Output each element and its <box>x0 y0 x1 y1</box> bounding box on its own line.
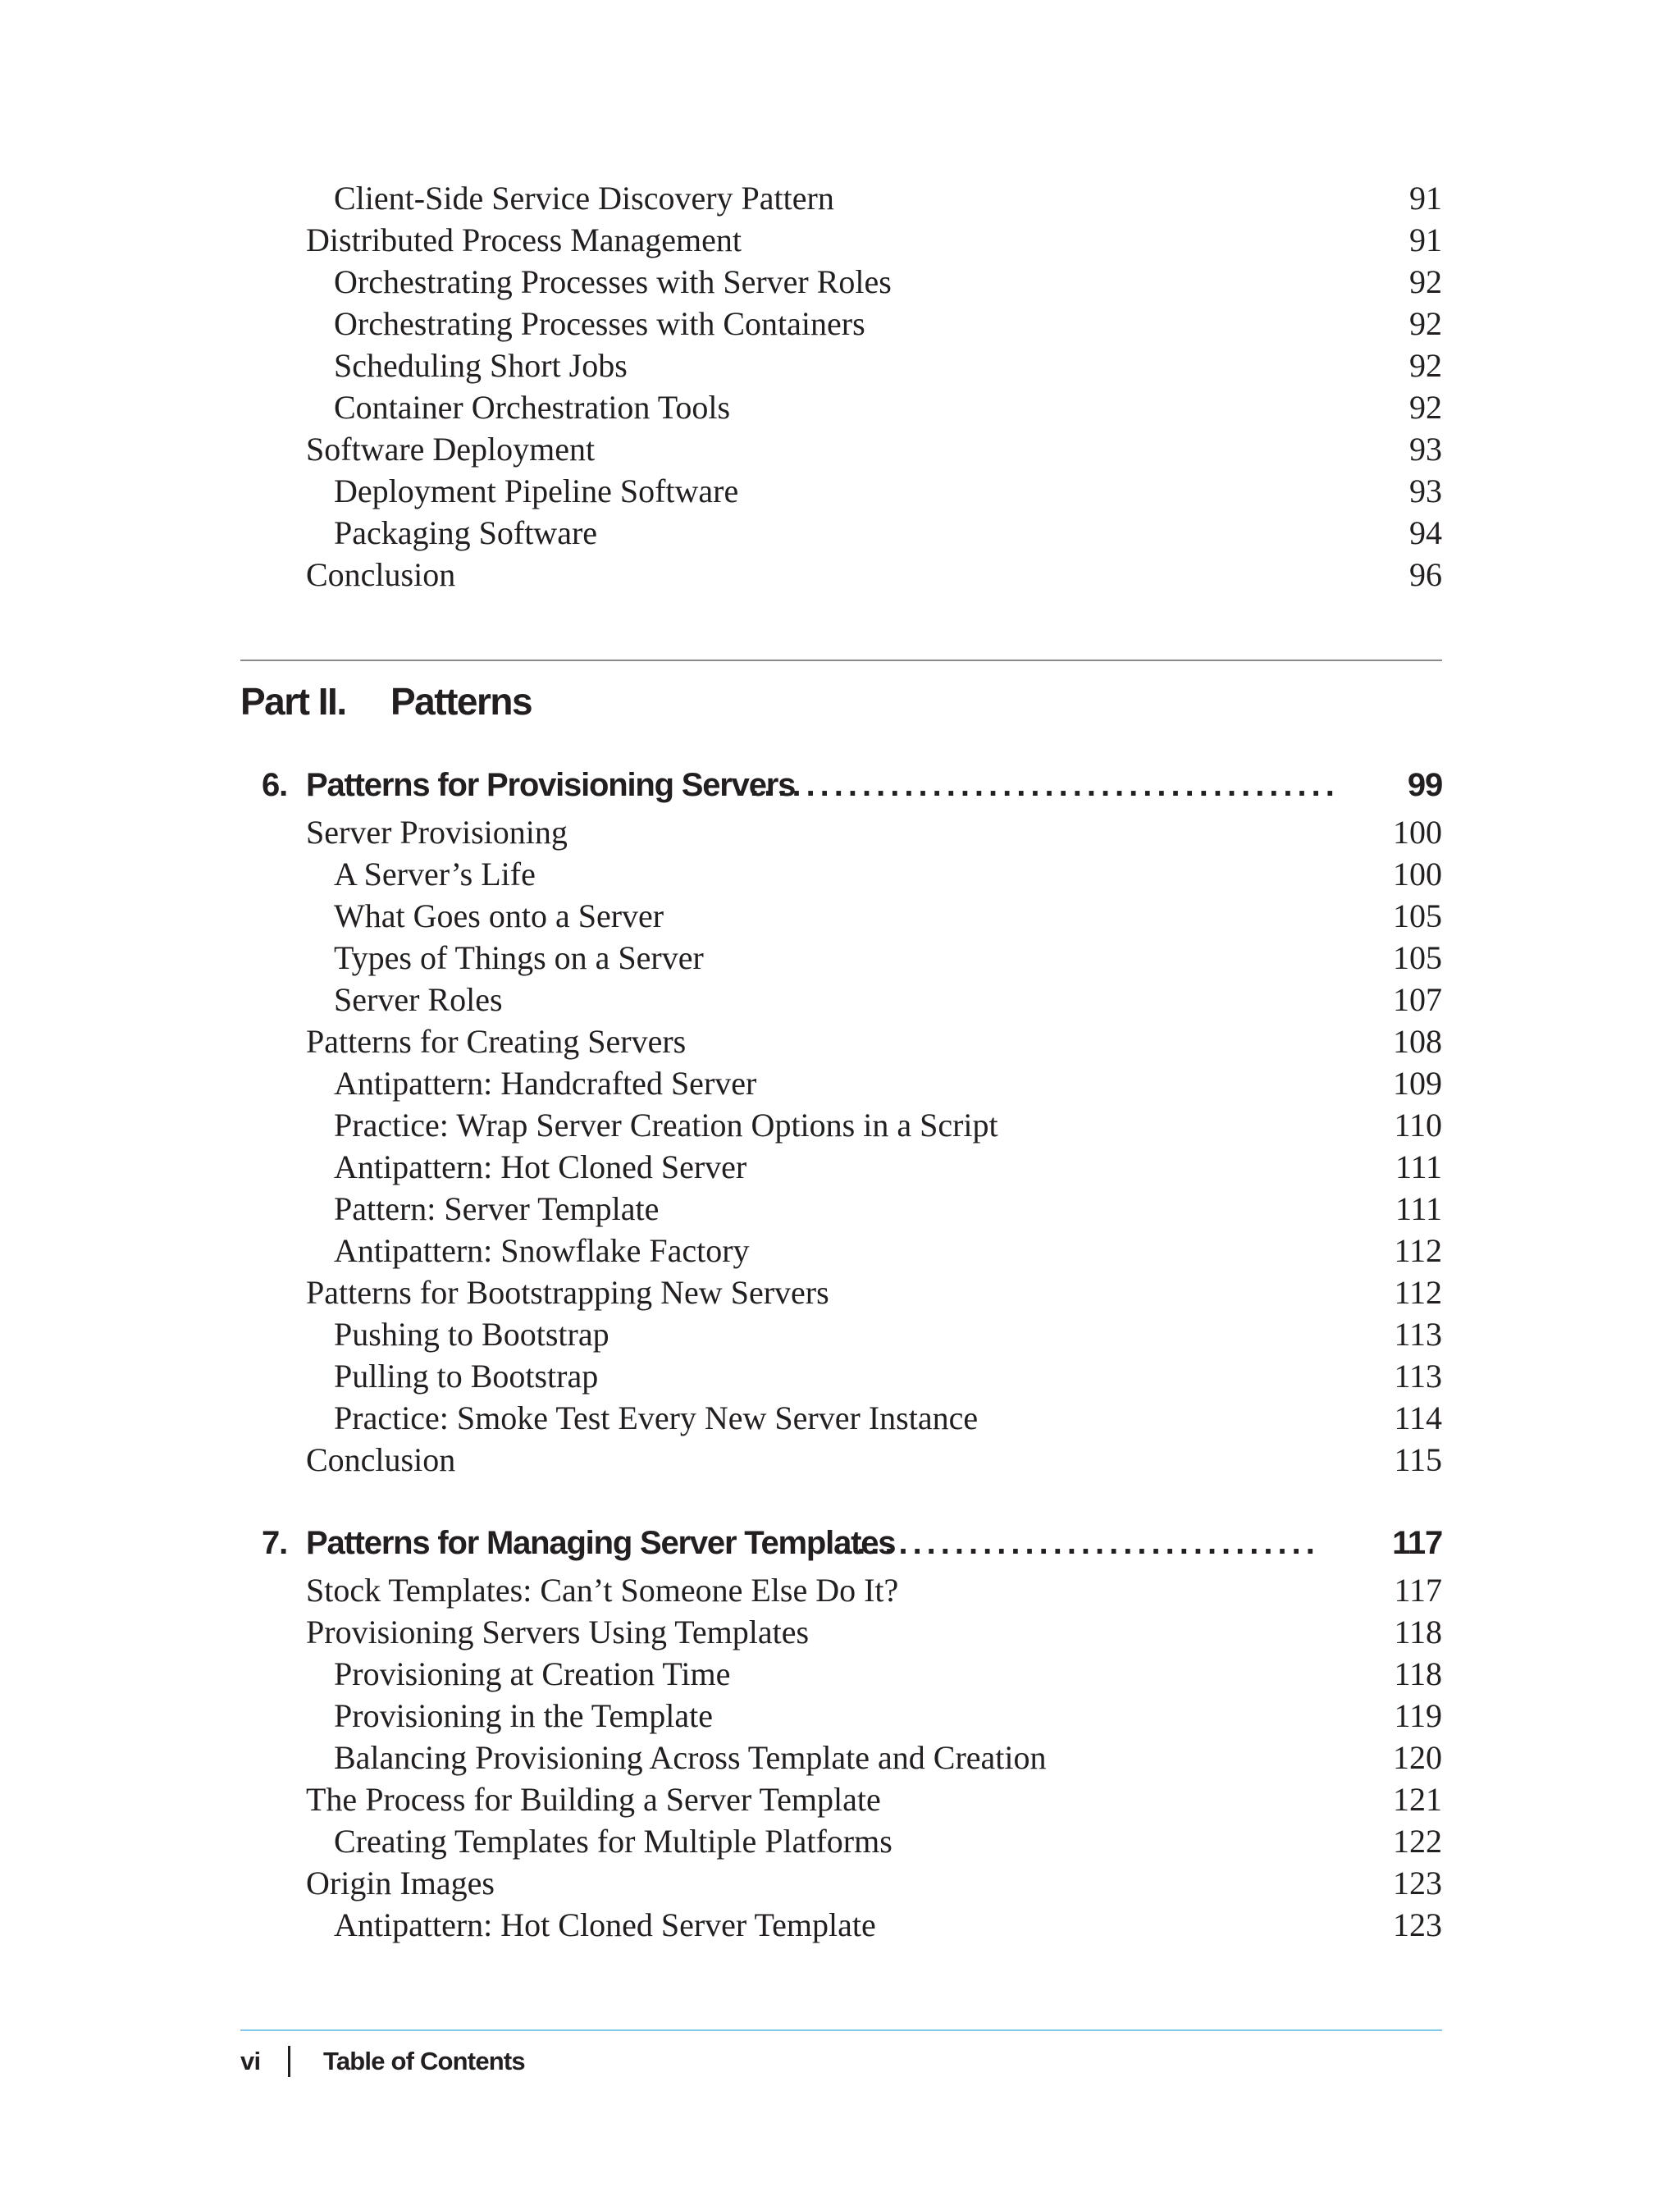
toc-entry[interactable] <box>0 1313 1680 1355</box>
toc-entry[interactable] <box>0 1904 1680 1946</box>
toc-entry[interactable] <box>0 1569 1680 1611</box>
toc-entry-label: Patterns for Creating Servers <box>306 1023 687 1060</box>
chapter-page: 117 <box>1392 1525 1442 1561</box>
part-heading[interactable] <box>240 673 532 730</box>
chapter-number: 7. <box>262 1525 287 1561</box>
toc-entry[interactable] <box>0 1611 1680 1653</box>
toc-entry-label: Provisioning Servers Using Templates <box>306 1614 810 1650</box>
toc-entry-page: 118 <box>1394 1614 1442 1650</box>
toc-entry[interactable] <box>0 1104 1680 1146</box>
toc-entry[interactable] <box>0 1062 1680 1104</box>
toc-entry[interactable] <box>0 1653 1680 1695</box>
toc-entry-page: 113 <box>1394 1316 1442 1353</box>
running-title: Table of Contents <box>323 2047 525 2075</box>
toc-entry-label: A Server’s Life <box>334 856 536 892</box>
toc-entry-page: 105 <box>1393 897 1442 934</box>
toc-entry-label: Antipattern: Hot Cloned Server <box>334 1148 747 1185</box>
part-divider <box>240 660 1442 661</box>
footer-separator <box>288 2046 290 2077</box>
toc-entry[interactable] <box>0 1146 1680 1188</box>
toc-entry-page: 122 <box>1393 1823 1442 1860</box>
toc-entry-page: 92 <box>1409 389 1442 426</box>
toc-entry[interactable] <box>0 1778 1680 1820</box>
toc-entry-label: Balancing Provisioning Across Template and Creation <box>334 1739 1047 1776</box>
toc-entry-page: 92 <box>1409 263 1442 300</box>
toc-entry-page: 123 <box>1393 1865 1442 1901</box>
toc-entry-page: 93 <box>1409 472 1442 509</box>
part-title: Patterns <box>390 680 532 723</box>
toc-entry[interactable] <box>0 1271 1680 1313</box>
toc-entry-label: Pushing to Bootstrap <box>334 1316 609 1353</box>
toc-entry[interactable] <box>0 979 1680 1020</box>
toc-entry-page: 115 <box>1394 1441 1442 1478</box>
toc-entry[interactable] <box>0 345 1680 386</box>
chapter-title: Patterns for Managing Server Templates <box>306 1525 896 1561</box>
toc-entry-label: Deployment Pipeline Software <box>334 472 739 509</box>
toc-entry[interactable] <box>0 1397 1680 1439</box>
toc-entry-label: Orchestrating Processes with Containers <box>334 305 865 342</box>
toc-entry-label: Scheduling Short Jobs <box>334 347 628 384</box>
toc-entry-label: Software Deployment <box>306 431 596 468</box>
toc-entry-label: Provisioning in the Template <box>334 1697 713 1734</box>
dot-leader: ........................................... <box>736 767 1340 803</box>
toc-entry-label: The Process for Building a Server Template <box>306 1781 881 1818</box>
toc-entry-label: Conclusion <box>306 556 456 593</box>
toc-entry[interactable] <box>0 853 1680 895</box>
footer-divider <box>240 2029 1442 2031</box>
toc-entry-label: Origin Images <box>306 1865 495 1901</box>
toc-entry-label: Types of Things on a Server <box>334 939 704 976</box>
toc-entry-page: 114 <box>1394 1399 1442 1436</box>
toc-entry-page: 93 <box>1409 431 1442 468</box>
toc-entry[interactable] <box>0 1737 1680 1778</box>
chapter-heading-7[interactable] <box>0 1520 1680 1566</box>
toc-entry[interactable] <box>0 811 1680 853</box>
toc-entry-page: 96 <box>1409 556 1442 593</box>
toc-entry[interactable] <box>0 512 1680 554</box>
toc-entry-page: 120 <box>1393 1739 1442 1776</box>
toc-entry-label: Practice: Smoke Test Every New Server Instance <box>334 1399 979 1436</box>
toc-entry-page: 91 <box>1409 221 1442 258</box>
toc-entry-page: 113 <box>1394 1358 1442 1395</box>
toc-entry[interactable] <box>0 470 1680 512</box>
toc-entry[interactable] <box>0 261 1680 303</box>
toc-entry[interactable] <box>0 219 1680 261</box>
toc-entry[interactable] <box>0 1695 1680 1737</box>
toc-entry-page: 91 <box>1409 180 1442 217</box>
toc-entry[interactable] <box>0 895 1680 937</box>
page-folio: vi <box>240 2047 261 2075</box>
toc-entry[interactable] <box>0 386 1680 428</box>
toc-entry-label: Container Orchestration Tools <box>334 389 731 426</box>
toc-entry-page: 92 <box>1409 305 1442 342</box>
toc-entry-label: Pattern: Server Template <box>334 1190 660 1227</box>
toc-entry-page: 110 <box>1394 1107 1442 1144</box>
toc-entry-label: Orchestrating Processes with Server Roles <box>334 263 892 300</box>
toc-entry-label: Practice: Wrap Server Creation Options in a Script <box>334 1107 998 1144</box>
toc-entry-page: 112 <box>1394 1274 1442 1311</box>
toc-entry-page: 100 <box>1393 814 1442 851</box>
toc-entry-page: 117 <box>1394 1572 1442 1609</box>
toc-entry-page: 105 <box>1393 939 1442 976</box>
toc-entry-page: 107 <box>1393 981 1442 1018</box>
toc-entry-label: Antipattern: Snowflake Factory <box>334 1232 750 1269</box>
toc-entry[interactable] <box>0 303 1680 345</box>
toc-entry-page: 94 <box>1409 514 1442 551</box>
toc-entry-page: 123 <box>1393 1906 1442 1943</box>
toc-entry-label: Provisioning at Creation Time <box>334 1655 731 1692</box>
toc-entry-label: Patterns for Bootstrapping New Servers <box>306 1274 829 1311</box>
chapter-number: 6. <box>262 767 287 803</box>
dot-leader: .................................. <box>842 1525 1320 1561</box>
toc-entry-label: Pulling to Bootstrap <box>334 1358 599 1395</box>
toc-entry[interactable] <box>0 1862 1680 1904</box>
toc-entry-page: 100 <box>1393 856 1442 892</box>
toc-entry[interactable] <box>0 1020 1680 1062</box>
toc-entry-label: Server Roles <box>334 981 503 1018</box>
toc-entry-page: 121 <box>1393 1781 1442 1818</box>
chapter-title: Patterns for Provisioning Servers <box>306 767 796 803</box>
toc-entry-label: Client-Side Service Discovery Pattern <box>334 180 834 217</box>
toc-entry[interactable] <box>0 554 1680 596</box>
toc-entry-page: 112 <box>1394 1232 1442 1269</box>
toc-entry-page: 108 <box>1393 1023 1442 1060</box>
toc-entry[interactable] <box>0 1188 1680 1230</box>
toc-entry-label: Antipattern: Hot Cloned Server Template <box>334 1906 876 1943</box>
toc-entry-label: Stock Templates: Can’t Someone Else Do It? <box>306 1572 899 1609</box>
toc-entry-page: 119 <box>1394 1697 1442 1734</box>
chapter-page: 99 <box>1407 767 1442 803</box>
toc-entry-page: 118 <box>1394 1655 1442 1692</box>
toc-entry[interactable] <box>0 937 1680 979</box>
toc-entry-label: Distributed Process Management <box>306 221 742 258</box>
chapter-heading-6[interactable] <box>0 762 1680 808</box>
toc-entry-label: What Goes onto a Server <box>334 897 664 934</box>
toc-entry-page: 109 <box>1393 1065 1442 1102</box>
toc-entry-page: 111 <box>1395 1148 1442 1185</box>
toc-entry-label: Conclusion <box>306 1441 456 1478</box>
part-label: Part II. <box>240 680 346 723</box>
toc-entry-page: 111 <box>1395 1190 1442 1227</box>
toc-entry[interactable] <box>0 428 1680 470</box>
toc-entry-label: Packaging Software <box>334 514 598 551</box>
toc-entry-page: 92 <box>1409 347 1442 384</box>
toc-entry[interactable] <box>0 1820 1680 1862</box>
toc-entry[interactable] <box>0 1230 1680 1271</box>
toc-entry[interactable] <box>0 177 1680 219</box>
toc-entry[interactable] <box>0 1355 1680 1397</box>
toc-entry-label: Antipattern: Handcrafted Server <box>334 1065 757 1102</box>
toc-entry[interactable] <box>0 1439 1680 1481</box>
toc-entry-label: Server Provisioning <box>306 814 568 851</box>
toc-entry-label: Creating Templates for Multiple Platforms <box>334 1823 892 1860</box>
